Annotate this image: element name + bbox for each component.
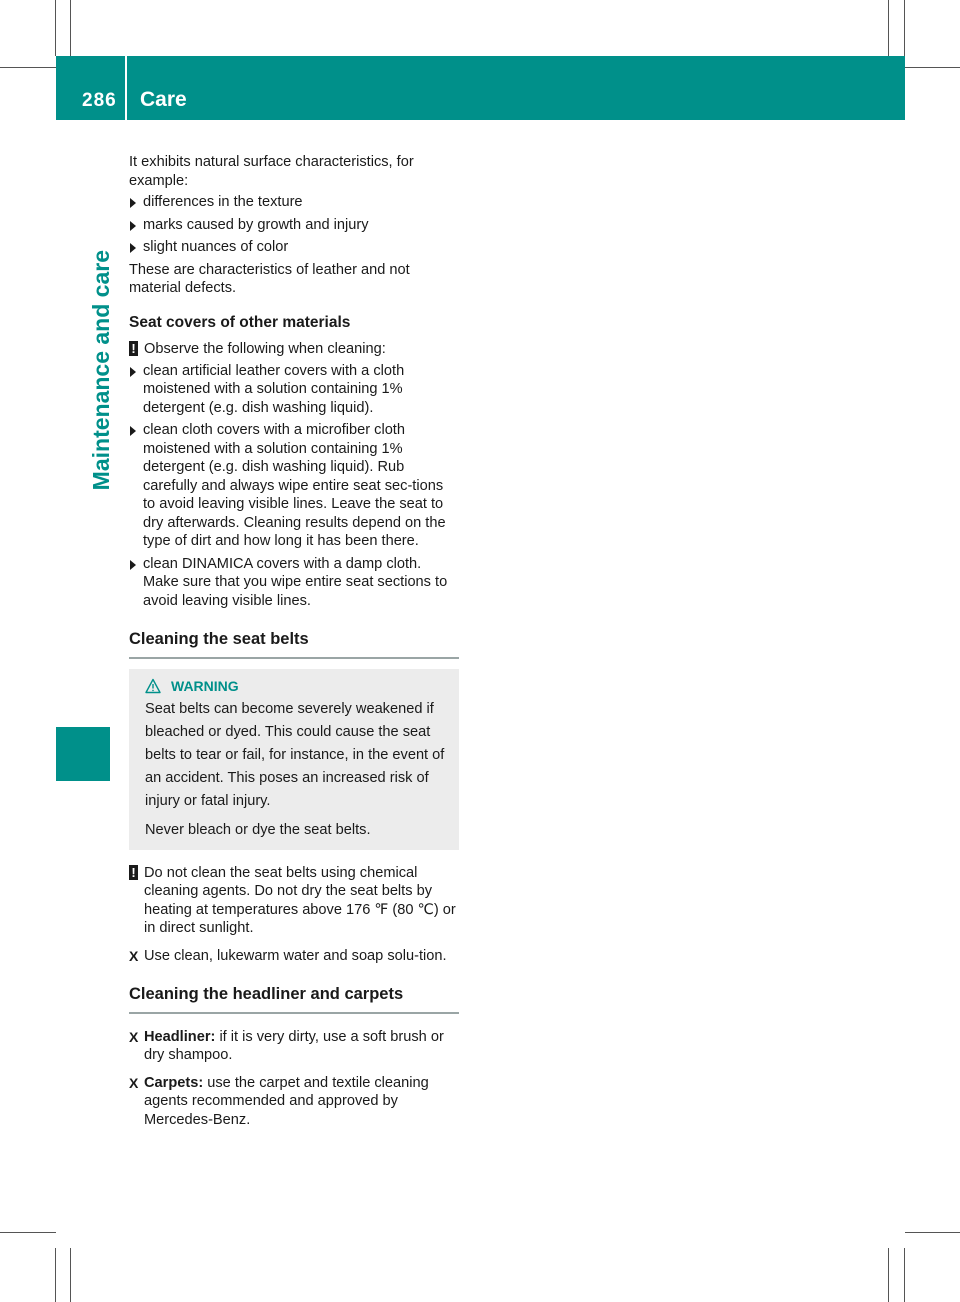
list-item: clean cloth covers with a microfiber cloth moistened with a solution containing 1% detergent (e.g. dish washing liquid). Rub carefully and always wipe entire seat sec-tions to avoid leaving visible lines. Leave the seat to dry afterwards. Cleaning results depend on the type of dirt and how long it has been there. <box>129 421 459 551</box>
main-content <box>129 153 459 1129</box>
action-step-carpets <box>129 1074 459 1130</box>
crop-mark <box>70 0 71 56</box>
intro-closing: These are characteristics of leather and not material defects. <box>129 261 410 296</box>
action-label: Headliner: <box>144 1028 216 1045</box>
crop-mark <box>0 67 56 68</box>
crop-mark <box>888 1248 889 1302</box>
caution-note <box>129 864 459 938</box>
caution-icon: ! <box>129 865 138 880</box>
warning-triangle-icon <box>145 678 161 694</box>
list-item: marks caused by growth and injury <box>129 216 459 235</box>
list-item: clean artificial leather covers with a cloth moistened with a solution containing 1% detergent (e.g. dish washing liquid). <box>129 362 459 418</box>
action-step-headliner <box>129 1028 459 1065</box>
action-text: if it is very dirty, use a soft brush or dry shampoo. <box>144 1028 444 1063</box>
seat-belts-heading: Cleaning the seat belts <box>129 630 459 659</box>
crop-mark <box>905 67 960 68</box>
seat-covers-heading: Seat covers of other materials <box>129 313 351 331</box>
side-tab-label: Maintenance and care <box>88 250 114 491</box>
action-marker: X <box>129 1074 139 1091</box>
caution-note <box>129 340 459 359</box>
crop-mark <box>55 1248 56 1302</box>
page-title: Care <box>140 88 187 111</box>
page-number: 286 <box>82 90 117 111</box>
action-marker: X <box>129 947 139 964</box>
action-text: use the carpet and textile cleaning agents recommended and approved by Mercedes-Benz. <box>144 1074 429 1128</box>
list-item: slight nuances of color <box>129 238 459 257</box>
crop-mark <box>905 1232 960 1233</box>
caution-text: Do not clean the seat belts using chemical cleaning agents. Do not dry the seat belts by heating at temperatures above 176 ℉ (80 ℃) or in direct sunlight. <box>144 864 456 936</box>
caution-text: Observe the following when cleaning: <box>144 341 386 357</box>
crop-mark <box>55 0 56 56</box>
crop-mark <box>888 0 889 56</box>
warning-box <box>129 669 459 850</box>
headliner-heading: Cleaning the headliner and carpets <box>129 985 459 1014</box>
action-label: Carpets: <box>144 1074 204 1091</box>
warning-instruction: Never bleach or dye the seat belts. <box>145 821 371 838</box>
crop-mark <box>904 1248 905 1302</box>
header-divider <box>125 56 127 120</box>
seat-covers-list <box>129 362 459 611</box>
warning-text: Seat belts can become severely weakened if bleached or dyed. This could cause the seat belts to tear or fail, for instance, in the event of an accident. This poses an increased risk of injury or fatal injury. <box>145 700 445 809</box>
list-item: clean DINAMICA covers with a damp cloth. Make sure that you wipe entire seat sections to avoid leaving visible lines. <box>129 555 459 611</box>
action-text: Use clean, lukewarm water and soap solu-tion. <box>144 947 447 964</box>
intro-text: It exhibits natural surface characteristics, for example: <box>129 154 414 189</box>
side-tab-block <box>56 727 110 781</box>
crop-mark <box>70 1248 71 1302</box>
action-marker: X <box>129 1028 139 1045</box>
action-step <box>129 947 459 966</box>
crop-mark <box>904 0 905 56</box>
warning-title: WARNING <box>171 677 239 694</box>
caution-icon: ! <box>129 341 138 356</box>
crop-mark <box>0 1232 56 1233</box>
warning-header <box>145 675 451 698</box>
intro-bullet-list <box>129 193 459 257</box>
list-item: differences in the texture <box>129 193 459 212</box>
